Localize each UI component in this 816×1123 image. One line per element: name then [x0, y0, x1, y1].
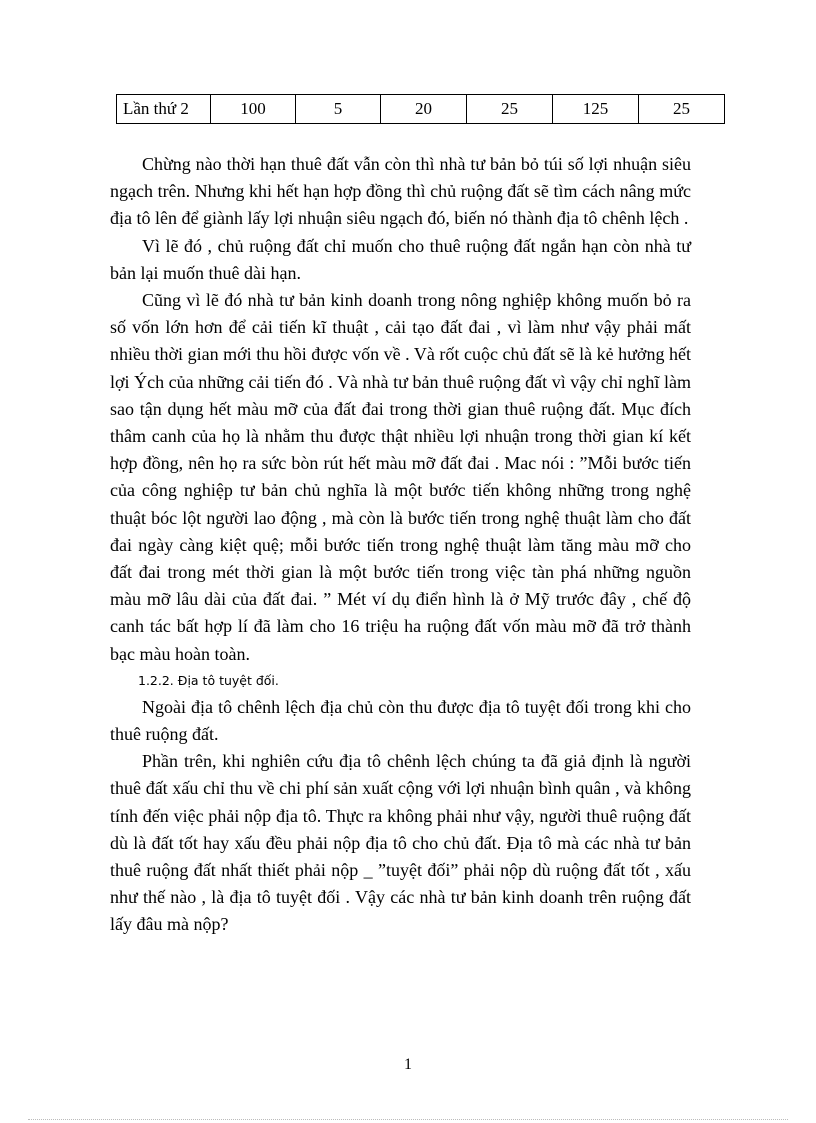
paragraph: Ngoài địa tô chênh lệch địa chủ còn thu được địa tô tuyệt đối trong khi cho thuê ruộng đất. — [110, 696, 691, 745]
rent-comparison-table — [116, 94, 725, 124]
document-body — [110, 151, 691, 939]
page-boundary-divider — [28, 1119, 788, 1120]
table-cell: 20 — [381, 95, 467, 124]
table-cell: 25 — [467, 95, 553, 124]
table-cell: 25 — [639, 95, 725, 124]
table-cell: 5 — [296, 95, 381, 124]
section-heading: 1.2.2. Địa tô tuyệt đối. — [138, 672, 279, 688]
paragraph: Phần trên, khi nghiên cứu địa tô chênh lệch chúng ta đã giả định là người thuê đất xấu chỉ thu về chi phí sản xuất cộng với lợi nhuận bình quân , và không tính đến việc phải nộp địa tô. Thực ra không phải như vậy, người thuê ruộng đất dù là đất tốt hay xấu đều phải nộp địa tô cho chủ đất. Địa tô mà các nhà tư bản thuê ruộng đất nhất thiết phải nộp _ ”tuyệt đối” phải nộp dù ruộng đất tốt , xấu như thế nào , là địa tô tuyệt đối . Vậy các nhà tư bản kinh doanh trên ruộng đất lấy đâu mà nộp? — [110, 751, 691, 935]
table-cell: 100 — [211, 95, 296, 124]
paragraph: Cũng vì lẽ đó nhà tư bản kinh doanh trong nông nghiệp không muốn bỏ ra số vốn lớn hơn để cải tiến kĩ thuật , cải tạo đất đai , vì làm như vậy phải mất nhiều thời gian mới thu hồi được vốn về . Và rốt cuộc chủ đất sẽ là kẻ hưởng hết lợi Ých của những cải tiến đó . Và nhà tư bản thuê ruộng đất vì vậy chỉ nghĩ làm sao tận dụng hết màu mỡ của đất đai trong thời gian thuê ruộng đất. Mục đích thâm canh của họ là nhằm thu được thật nhiều lợi nhuận trong thời gian kí kết hợp đồng, nên họ ra sức bòn rút hết màu mỡ đất đai . Mac nói : ”Mỗi bước tiến của công nghiệp tư bản chủ nghĩa là một bước tiến không những trong nghệ thuật bóc lột người lao động , mà còn là bước tiến trong nghệ thuật làm cho đất đai ngày càng kiệt quệ; mỗi bước tiến trong nghệ thuật làm tăng màu mỡ cho đất đai trong mét thời gian là một bước tiến trong việc tàn phá những nguồn màu mỡ lâu dài của đất đai. ” Mét ví dụ điển hình là ở Mỹ trước đây , chế độ canh tác bất hợp lí đã làm cho 16 triệu ha ruộng đất vốn màu mỡ đã trở thành bạc màu hoàn toàn. — [110, 290, 691, 664]
paragraph: Chừng nào thời hạn thuê đất vẫn còn thì nhà tư bản bỏ túi số lợi nhuận siêu ngạch trên. Nhưng khi hết hạn hợp đồng thì chủ ruộng đất sẽ tìm cách nâng mức địa tô lên để giành lấy lợi nhuận siêu ngạch đó, biến nó thành địa tô chênh lệch . — [110, 154, 691, 229]
page-number: 1 — [404, 1056, 412, 1073]
table-cell: 125 — [553, 95, 639, 124]
table-cell: Lần thứ 2 — [117, 95, 211, 124]
table-row — [117, 95, 725, 124]
paragraph: Vì lẽ đó , chủ ruộng đất chỉ muốn cho thuê ruộng đất ngắn hạn còn nhà tư bản lại muốn thuê dài hạn. — [110, 235, 691, 283]
